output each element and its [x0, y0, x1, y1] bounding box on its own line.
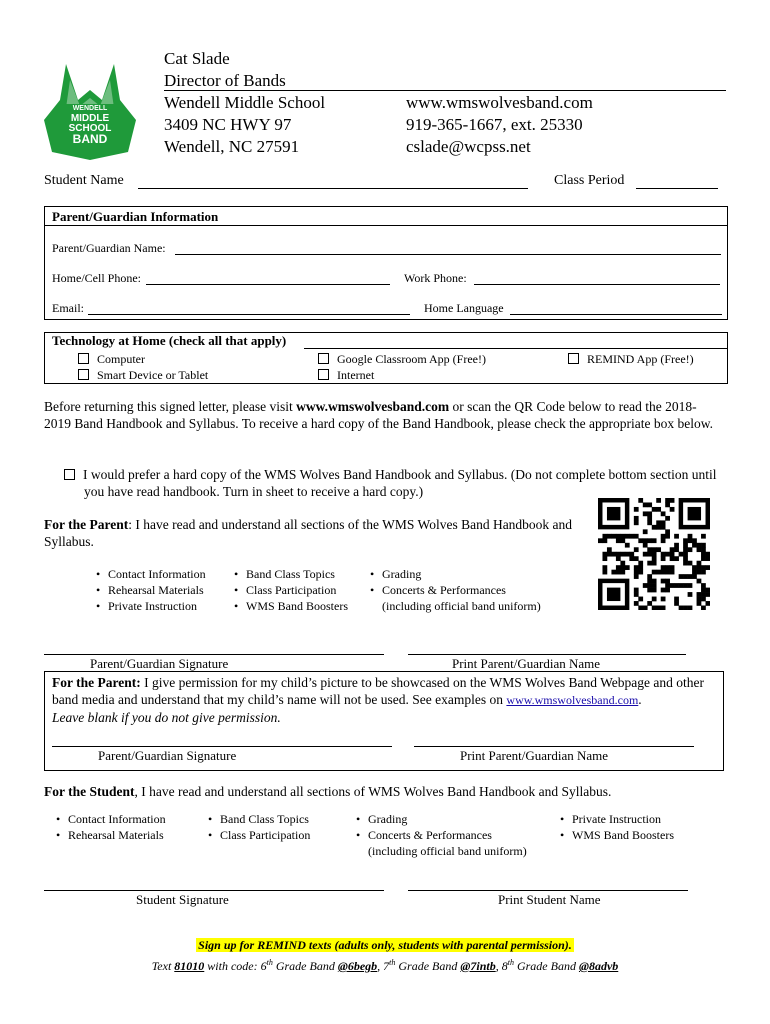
guardian-heading: Parent/Guardian Information	[52, 209, 219, 224]
list-item: • Grading	[356, 811, 527, 827]
option-smart-device[interactable]: Smart Device or Tablet	[78, 367, 208, 383]
student-topics-col4	[560, 811, 674, 843]
list-item: • Band Class Topics	[234, 566, 348, 582]
student-topics-col2	[208, 811, 310, 843]
parent-topics-col2	[234, 566, 348, 614]
list-item-note: (including official band uniform)	[368, 844, 527, 858]
parent-signature-field[interactable]	[44, 654, 384, 655]
qr-code[interactable]	[598, 498, 710, 610]
parent-topics-col3	[370, 566, 541, 614]
city-address: Wendell, NC 27591	[164, 137, 300, 156]
logo-text-band: BAND	[72, 132, 108, 146]
work-phone-field[interactable]	[474, 284, 720, 285]
home-language-label: Home Language	[424, 301, 504, 315]
contact-block	[406, 92, 593, 158]
phone-text: 919-365-1667, ext. 25330	[406, 115, 583, 134]
option-remind[interactable]: REMIND App (Free!)	[568, 351, 694, 367]
photo-print-name-field[interactable]	[414, 746, 694, 747]
list-item: • Class Participation	[208, 827, 310, 843]
checkbox-google-classroom[interactable]	[318, 353, 329, 364]
list-item: • Band Class Topics	[208, 811, 310, 827]
list-item: • WMS Band Boosters	[560, 827, 674, 843]
student-signature-label: Student Signature	[136, 892, 229, 907]
director-name: Cat Slade	[164, 49, 230, 68]
logo-text-middle: MIDDLE	[70, 113, 110, 124]
technology-col1	[78, 351, 208, 383]
student-name-label: Student Name	[44, 173, 124, 188]
home-phone-field[interactable]	[146, 284, 390, 285]
guardian-heading-rule	[44, 225, 728, 226]
qr-code-icon	[598, 498, 710, 610]
list-item: • Rehearsal Materials	[56, 827, 166, 843]
list-item: • Private Instruction	[96, 598, 206, 614]
director-block	[164, 48, 286, 92]
list-item: • Contact Information	[56, 811, 166, 827]
header-rule	[164, 90, 726, 91]
technology-heading: Technology at Home (check all that apply)	[52, 333, 287, 348]
leave-blank-note: Leave blank if you do not give permission.	[52, 710, 281, 725]
checkbox-internet[interactable]	[318, 369, 329, 380]
parent-statement: For the Parent: I have read and understand all sections of the WMS Wolves Band Handbook and Syllabus.	[44, 517, 573, 549]
technology-col3	[568, 351, 694, 367]
class-period-label: Class Period	[554, 173, 625, 188]
school-name: Wendell Middle School	[164, 93, 326, 112]
remind-signup-line: Sign up for REMIND texts (adults only, students with parental permission).	[198, 938, 572, 952]
option-computer[interactable]: Computer	[78, 351, 208, 367]
parent-print-name-label: Print Parent/Guardian Name	[452, 656, 601, 671]
logo-text-wendell: WENDELL	[72, 105, 108, 112]
list-item: • Grading	[370, 566, 541, 582]
list-item: • Concerts & Performances	[370, 582, 541, 598]
address-block	[164, 92, 325, 158]
parent-topics-col1	[96, 566, 206, 614]
student-signature-field[interactable]	[44, 890, 384, 891]
list-item: • WMS Band Boosters	[234, 598, 348, 614]
photo-signature-label: Parent/Guardian Signature	[98, 748, 237, 763]
director-title: Director of Bands	[164, 71, 286, 90]
option-google-classroom[interactable]: Google Classroom App (Free!)	[318, 351, 486, 367]
list-item: • Contact Information	[96, 566, 206, 582]
class-period-field[interactable]	[636, 188, 718, 189]
parent-print-name-field[interactable]	[408, 654, 686, 655]
student-statement: For the Student, I have read and understand all sections of WMS Wolves Band Handbook and Syllabus.	[44, 784, 612, 799]
technology-heading-rule	[304, 348, 728, 349]
guardian-name-field[interactable]	[175, 254, 721, 255]
list-item: • Rehearsal Materials	[96, 582, 206, 598]
list-item: • Class Participation	[234, 582, 348, 598]
option-internet[interactable]: Internet	[318, 367, 486, 383]
home-phone-label: Home/Cell Phone:	[52, 271, 141, 285]
email-text: cslade@wcpss.net	[406, 137, 531, 156]
parent-signature-label: Parent/Guardian Signature	[90, 656, 229, 671]
checkbox-smart-device[interactable]	[78, 369, 89, 380]
remind-codes-line: Text 81010 with code: 6th Grade Band @6begb, 7th Grade Band @7intb, 8th Grade Band @8advb	[151, 958, 619, 973]
checkbox-hardcopy[interactable]	[64, 469, 75, 480]
photo-signature-field[interactable]	[52, 746, 392, 747]
checkbox-remind[interactable]	[568, 353, 579, 364]
photo-print-name-label: Print Parent/Guardian Name	[460, 748, 609, 763]
website-text: www.wmswolvesband.com	[406, 93, 593, 112]
student-topics-col1	[56, 811, 166, 843]
band-logo	[36, 60, 144, 162]
email-label: Email:	[52, 301, 84, 315]
work-phone-label: Work Phone:	[404, 271, 467, 285]
hardcopy-request: I would prefer a hard copy of the WMS Wolves Band Handbook and Syllabus. (Do not complete bottom section until you have read handbook. Turn in sheet to receive a hard copy.)	[64, 466, 738, 500]
guardian-name-label: Parent/Guardian Name:	[52, 241, 166, 255]
street-address: 3409 NC HWY 97	[164, 115, 292, 134]
student-print-name-field[interactable]	[408, 890, 688, 891]
student-print-name-label: Print Student Name	[498, 892, 601, 907]
website-link[interactable]: www.wmswolvesband.com	[506, 693, 639, 707]
student-name-field[interactable]	[138, 188, 528, 189]
remind-footer	[0, 937, 770, 975]
list-item-note: (including official band uniform)	[382, 599, 541, 613]
intro-paragraph: Before returning this signed letter, please visit www.wmswolvesband.com or scan the QR Code below to read the 2018-2019 Band Handbook and Syllabus. To receive a hard copy of the Band Handbook, please check the appropriate box below.	[44, 399, 713, 431]
student-topics-col3	[356, 811, 527, 859]
list-item: • Private Instruction	[560, 811, 674, 827]
website-link-bold[interactable]: www.wmswolvesband.com	[296, 399, 450, 414]
home-language-field[interactable]	[510, 314, 722, 315]
logo-text-school: SCHOOL	[68, 123, 112, 134]
technology-col2	[318, 351, 486, 383]
checkbox-computer[interactable]	[78, 353, 89, 364]
photo-permission-text: For the Parent: I give permission for my child’s picture to be showcased on the WMS Wolves Band Webpage and other band media and understand that my child’s name will not be used. See examples on www.wmswolvesband.com. Leave blank if you do not give permission.	[52, 675, 704, 725]
list-item: • Concerts & Performances	[356, 827, 527, 843]
email-field[interactable]	[88, 314, 410, 315]
